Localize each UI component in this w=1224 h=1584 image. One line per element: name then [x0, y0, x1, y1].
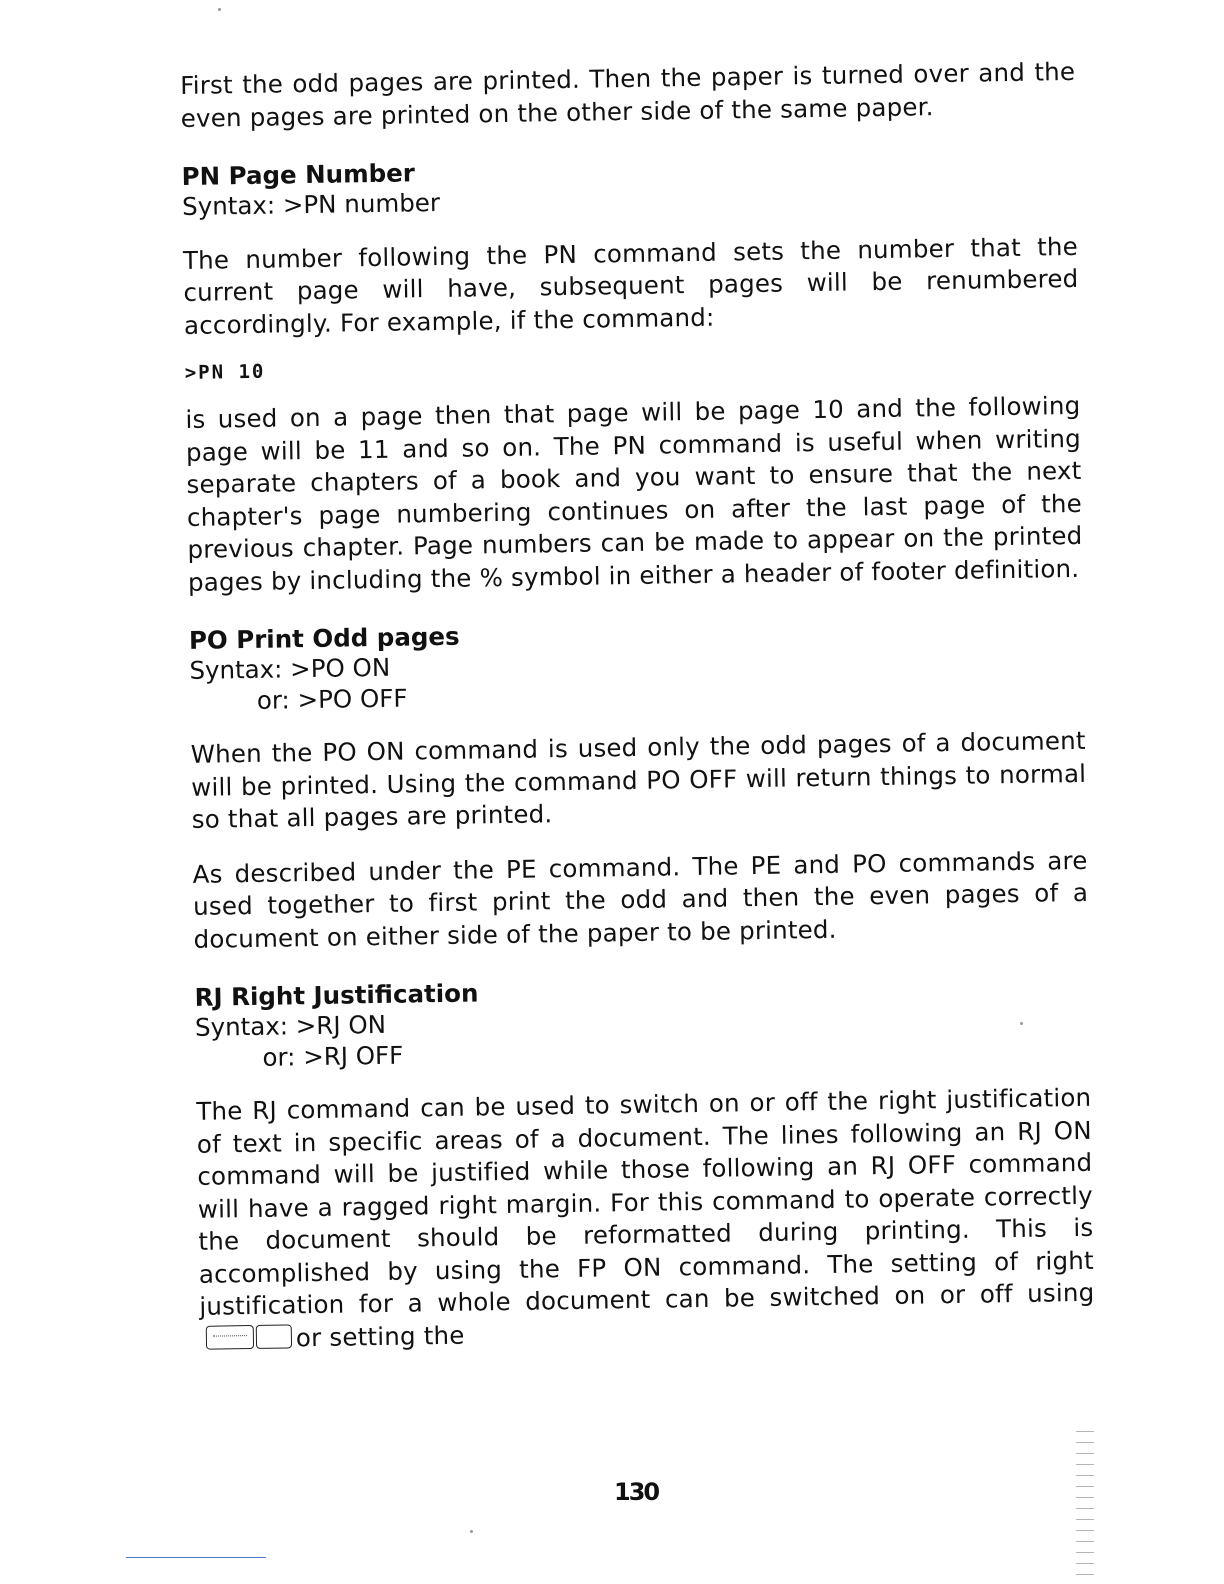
keyboard-key-combination-icon: [206, 1323, 292, 1350]
pn-heading: PN Page Number: [181, 158, 416, 191]
rj-paragraph: [196, 1082, 1095, 1356]
scan-edge-artifact: [1076, 1425, 1094, 1584]
pn-paragraph-1: The number following the PN command sets the number that the current page will have, subsequent pages will be renumbered accordingly. For example, if the command:: [182, 231, 1079, 340]
po-section: [189, 611, 1089, 956]
page-number: 130: [614, 1478, 659, 1506]
po-syntax-off: or: >PO OFF: [256, 683, 408, 715]
rj-syntax-off: or: >RJ OFF: [262, 1040, 404, 1072]
rj-section: [194, 968, 1095, 1356]
intro-paragraph: First the odd pages are printed. Then the paper is turned over and the even pages are printed on the other side of the same paper.: [180, 56, 1076, 133]
document-page: [180, 56, 1095, 1356]
scan-speck: [470, 1530, 473, 1533]
scan-speck: [1020, 1022, 1023, 1025]
scan-speck: [218, 8, 221, 11]
rj-syntax-on: Syntax: >RJ ON: [194, 1009, 387, 1042]
po-heading: PO Print Odd pages: [188, 621, 460, 655]
po-paragraph-1: When the PO ON command is used only the odd pages of a document will be printed. Using the command PO OFF will return things to normal so that all pages are printed.: [190, 725, 1087, 834]
rj-paragraph-text: The RJ command can be used to switch on or off the right justification of text in specific areas of a document. The lines following an RJ ON command will be justified while those following an RJ OFF command will have a ragged right margin. For this command to operate correctly the document should be reformatted during printing. This is accomplished by using the FP ON command. The setting of right justification for a whole document can be switched on or off using: [196, 1082, 1095, 1321]
pn-paragraph-2: is used on a page then that page will be page 10 and the following page will be 11 and so on. The PN command is useful when writing separate chapters of a book and you want to ensure that the next chapter's page numbering continues on after the last page of the previous chapter. Page numbers can be made to appear on the printed pages by including the % symbol in either a header of footer definition.: [185, 390, 1083, 597]
rj-paragraph-tail: or setting the: [295, 1320, 465, 1352]
po-syntax-on: Syntax: >PO ON: [189, 652, 391, 685]
pn-syntax: Syntax: >PN number: [181, 187, 441, 221]
po-paragraph-2: As described under the PE command. The PE and PO commands are used together to first print the odd and then the even pages of a document on either side of the paper to be printed.: [192, 845, 1089, 954]
pn-example-command: >PN 10: [184, 360, 266, 384]
footer-rule: [126, 1557, 266, 1558]
pn-section: [181, 147, 1083, 599]
rj-heading: RJ Right Justification: [194, 978, 479, 1012]
